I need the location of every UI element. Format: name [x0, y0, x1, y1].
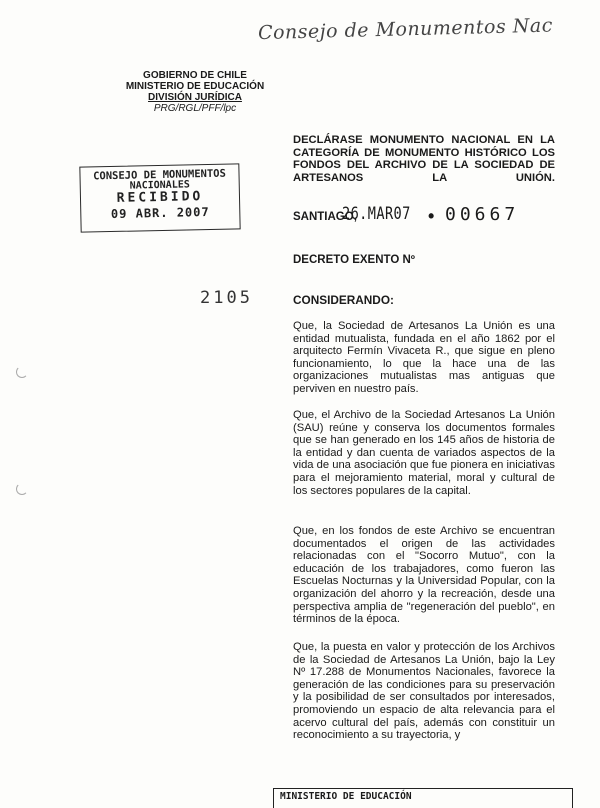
- considerando-heading: CONSIDERANDO:: [293, 293, 394, 307]
- stamp-line1: CONSEJO DE MONUMENTOS: [93, 167, 227, 183]
- ministry-header: [120, 70, 270, 114]
- decree-label: DECRETO EXENTO Nº: [293, 254, 415, 266]
- punch-hole-mark: [16, 483, 28, 495]
- decree-date-stamp: 26.MAR07: [342, 204, 411, 224]
- handwritten-annotation: Consejo de Monumentos Nac: [257, 14, 554, 45]
- decree-number-stamp: 00667: [445, 204, 520, 225]
- bullet-mark: •: [428, 206, 435, 226]
- decree-title: DECLÁRASE MONUMENTO NACIONAL EN LA CATEGORÍA DE MONUMENTO HISTÓRICO LOS FONDOS DEL ARCHIVO DE LA SOCIEDAD DE ARTESANOS LA UNIÓN.: [293, 134, 555, 184]
- margin-stamp-number: 2105: [200, 288, 253, 308]
- punch-hole-mark: [16, 366, 28, 378]
- header-ministry: MINISTERIO DE EDUCACIÓN: [125, 81, 265, 92]
- paragraph-4: Que, la puesta en valor y protección de los Archivos de la Sociedad de Artesanos La Unión, bajo la Ley Nº 17.288 de Monumentos Nacionales, favorece la generación de las condiciones para su preservación y la posibilidad de ser consultados por interesados, promoviendo un espacio de alta relevancia para el acervo cultural del país, además con constituir un reconocimiento a su trayectoria, y: [293, 641, 555, 742]
- stamp-date: 09 ABR. 2007: [110, 204, 210, 222]
- paragraph-2: Que, el Archivo de la Sociedad Artesanos La Unión (SAU) reúne y conserva los documentos formales que se han generado en los 145 años de historia de la entidad y dan cuenta de variados aspectos de la vida de una asociación que fue pionera en iniciativas para el mejoramiento material, moral y cultural de los sectores populares de la capital.: [293, 409, 555, 497]
- received-stamp: [79, 163, 240, 232]
- paragraph-1: Que, la Sociedad de Artesanos La Unión es una entidad mutualista, fundada en el año 1862 por el arquitecto Fermín Vivaceta R., que sigue en pleno funcionamiento, lo que la hace una de las organizaciones mutualistas mas antiguas que perviven en nuestro país.: [293, 320, 555, 395]
- stamp-line2: NACIONALES: [129, 179, 190, 192]
- header-government: GOBIERNO DE CHILE: [143, 70, 247, 81]
- city-label: SANTIAGO,: [293, 211, 357, 223]
- header-reference: PRG/RGL/PFF/lpc: [153, 103, 237, 114]
- header-division: DIVISIÓN JURÍDICA: [148, 92, 242, 103]
- bottom-ministry-stamp: MINISTERIO DE EDUCACIÓN: [273, 788, 573, 808]
- stamp-received: RECIBIDO: [116, 189, 204, 206]
- paragraph-3: Que, en los fondos de este Archivo se encuentran documentados el origen de las actividades relacionadas con el "Socorro Mutuo", con la educación de los trabajadores, como fueron las Escuelas Nocturnas y la Universidad Popular, con la organización del ahorro y la recreación, desde una perspectiva amplia de "regeneración del pueblo", en términos de la época.: [293, 525, 555, 626]
